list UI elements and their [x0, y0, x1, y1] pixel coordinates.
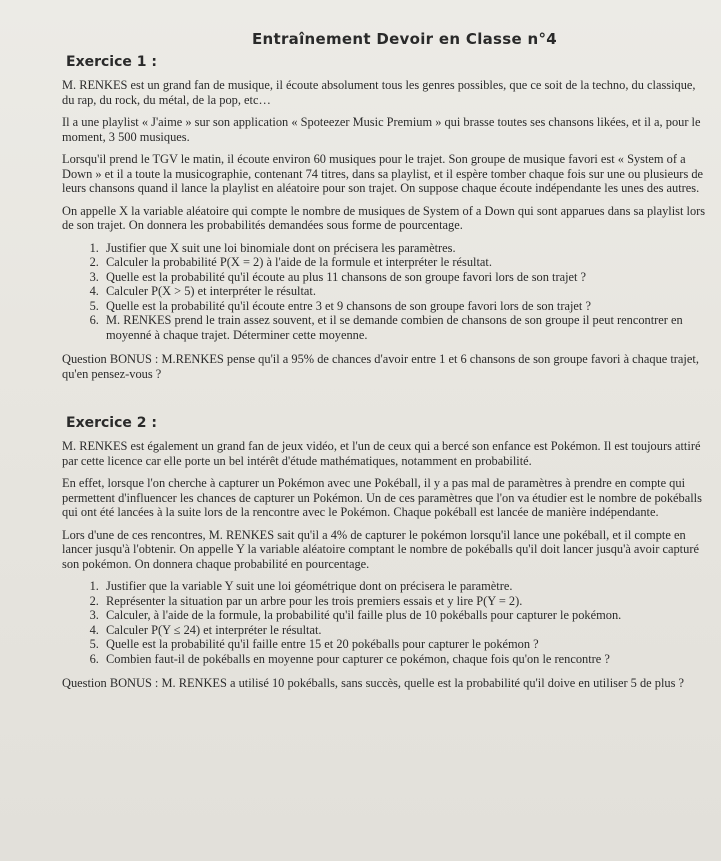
question-item: 1. Justifier que la variable Y suit une loi géométrique dont on précisera le paramètre. — [102, 579, 707, 594]
page-title: Entraînement Devoir en Classe n°4 — [251, 30, 558, 48]
exercise-1-heading: Exercice 1 : — [66, 54, 157, 70]
question-item: 6. Combien faut-il de pokéballs en moyenne pour capturer ce pokémon, chaque fois qu'on le rencontre ? — [102, 652, 707, 667]
exercise-2-bonus: Question BONUS : M. RENKES a utilisé 10 pokéballs, sans succès, quelle est la probabilité qu'il doive en utiliser 5 de plus ? — [62, 676, 685, 690]
exercise-2-questions — [62, 579, 707, 666]
exercise-1-bonus: Question BONUS : M.RENKES pense qu'il a 95% de chances d'avoir entre 1 et 6 chansons de son groupe favori à chaque trajet, qu'en pensez-vous ? — [62, 352, 699, 381]
exercise-2-paragraph: M. RENKES est également un grand fan de jeux vidéo, et l'un de ceux qui a bercé son enfance est Pokémon. Il est toujours attiré par cette licence car elle porte un bel intérêt d'étude mathématiques, notamment en probabilité. — [62, 439, 701, 468]
exercise-1-paragraph: On appelle X la variable aléatoire qui compte le nombre de musiques de System of a Down qui sont apparues dans sa playlist lors de son trajet. On donnera les probabilités demandées sous forme de pourcentage. — [62, 203, 706, 232]
question-item: 2. Calculer la probabilité P(X = 2) à l'aide de la formule et interpréter le résultat. — [102, 255, 707, 270]
exercise-2-paragraph: En effet, lorsque l'on cherche à capturer un Pokémon avec une Pokéball, il y a pas mal de paramètres à prendre en compte qui permettent d'influencer les chances de capturer un Pokémon. Un de ces paramètres que l'on va étudier est le nombre de pokéballs qui ont été lancées à la suite lors de la rencontre avec le Pokémon. Chaque pokéball est lancée de manière indépendante. — [62, 476, 702, 519]
question-item: 3. Calculer, à l'aide de la formule, la probabilité qu'il faille plus de 10 pokéballs pour capturer le pokémon. — [102, 608, 707, 623]
question-item: 1. Justifier que X suit une loi binomiale dont on précisera les paramètres. — [102, 241, 707, 256]
exercise-2-paragraph: Lors d'une de ces rencontres, M. RENKES sait qu'il a 4% de capturer le pokémon lorsqu'il lance une pokéball, et il compte en lancer jusqu'à l'obtenir. On appelle Y la variable aléatoire comptant le nombre de pokéballs qu'il doit lancer jusqu'à avoir capturé son pokémon. On donnera chaque probabilité en pourcentage. — [62, 527, 699, 571]
exercise-2-heading: Exercice 2 : — [66, 415, 157, 431]
question-item: 5. Quelle est la probabilité qu'il écoute entre 3 et 9 chansons de son groupe favori lors de son trajet ? — [102, 299, 707, 314]
question-item: 4. Calculer P(Y ≤ 24) et interpréter le résultat. — [102, 623, 707, 638]
question-item: 3. Quelle est la probabilité qu'il écoute au plus 11 chansons de son groupe favori lors de son trajet ? — [102, 270, 707, 285]
exercise-1-paragraph: Il a une playlist « J'aime » sur son application « Spoteezer Music Premium » qui brasse toutes ses chansons likées, et il a, pour le moment, 3 500 musiques. — [62, 115, 701, 144]
exercise-1-paragraph: M. RENKES est un grand fan de musique, il écoute absolument tous les genres possibles, que ce soit de la techno, du classique, du rap, du rock, du métal, de la pop, etc… — [62, 78, 696, 107]
question-item: 6. M. RENKES prend le train assez souvent, et il se demande combien de chansons de son groupe il peut rencontrer en moyenné à chaque trajet. Déterminer cette moyenne. — [102, 313, 707, 342]
exercise-1-paragraph: Lorsqu'il prend le TGV le matin, il écoute environ 60 musiques pour le trajet. Son groupe de musique favori est « System of a Down » et il a toute la musicographie, contenant 74 titres, dans sa playlist, et il espère tomber chaque fois sur une ou plusieurs de leurs chansons quand il lance la playlist en aléatoire pour son trajet. On suppose chaque écoute indépendante les unes des autres. — [62, 152, 704, 195]
question-item: 4. Calculer P(X > 5) et interpréter le résultat. — [102, 284, 707, 299]
exercise-1-questions — [62, 241, 707, 343]
question-item: 2. Représenter la situation par un arbre pour les trois premiers essais et y lire P(Y = 2). — [102, 594, 707, 609]
question-item: 5. Quelle est la probabilité qu'il faille entre 15 et 20 pokéballs pour capturer le pokémon ? — [102, 637, 707, 652]
